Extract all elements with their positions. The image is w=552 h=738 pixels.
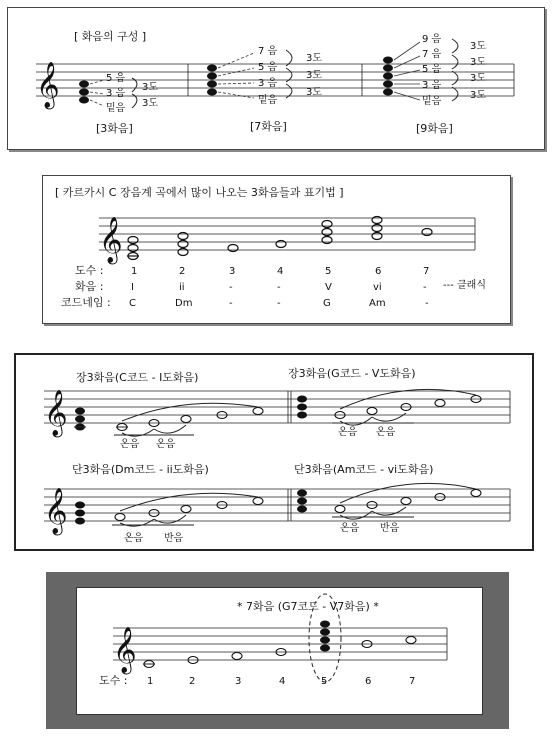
degree-row: [131, 266, 429, 277]
ninth-third-label: 3 음: [422, 80, 442, 91]
seventh-seventh-label: 7 음: [258, 46, 278, 57]
roman-cell: I: [131, 282, 134, 293]
degree-cell: 2: [189, 676, 196, 687]
degree-cell: 1: [147, 676, 154, 687]
whole-step-label: 온음: [120, 439, 140, 450]
whole-step-label: 온음: [376, 427, 396, 438]
name-cell: -: [229, 298, 233, 309]
classic-note: --- 클래식: [443, 280, 486, 291]
major-minor-triads-panel: [14, 353, 534, 551]
degree-cell: 4: [277, 266, 284, 277]
degree-row: [147, 676, 415, 687]
ninth-root-label: 밑음: [422, 96, 442, 107]
name-row: [129, 298, 429, 309]
ninth-seventh-label: 7 음: [422, 49, 442, 60]
degree-cell: 4: [279, 676, 286, 687]
ninth-interval-4: 3도: [470, 90, 487, 101]
seventh-chord-diagram: [77, 588, 482, 714]
half-step-label: 반음: [164, 533, 184, 544]
major-g-title: 장3화음(G코드 - V도화음): [288, 367, 416, 380]
ninth-interval-3: 3도: [470, 73, 487, 84]
seventh-third-label: 3 음: [258, 78, 278, 89]
name-cell: Dm: [175, 298, 193, 309]
ninth-fifth-label: 5 음: [422, 64, 442, 75]
seventh-interval-3: 3도: [306, 87, 323, 98]
panel-title: [ 화음의 구성 ]: [74, 30, 147, 43]
seventh-caption: [7화음]: [250, 120, 287, 133]
treble-clef-icon: 𝄞: [44, 488, 68, 534]
ninth-caption: [9화음]: [416, 122, 453, 135]
treble-clef-icon: 𝄞: [99, 217, 123, 263]
whole-step-label: 온음: [156, 439, 176, 450]
panel-title: * 7화음 (G7코드 - V7화음) *: [237, 600, 379, 613]
triad-root-label: 밑음: [106, 103, 126, 114]
treble-clef-icon: 𝄞: [44, 390, 68, 436]
degree-cell: 7: [423, 266, 430, 277]
triad-interval-lower: 3도: [142, 98, 159, 109]
degree-cell: 6: [375, 266, 382, 277]
treble-clef-icon: 𝄞: [113, 627, 137, 673]
c-major-triads-panel: [42, 175, 511, 324]
degree-cell: 3: [235, 676, 242, 687]
whole-step-label: 온음: [338, 427, 358, 438]
degree-row-label: 도수 :: [99, 674, 128, 687]
name-cell: G: [323, 298, 331, 309]
triad-fifth-label: 5 음: [106, 73, 126, 84]
degree-cell: 7: [409, 676, 416, 687]
triad-notes: [127, 217, 432, 260]
degree-cell: 2: [179, 266, 186, 277]
degree-row-label: 도수 :: [75, 264, 104, 277]
whole-step-label: 온음: [124, 533, 144, 544]
minor-am-title: 단3화음(Am코드 - vi도화음): [294, 463, 434, 476]
name-cell: -: [277, 298, 281, 309]
panel-title: [ 카르카시 C 장음계 곡에서 많이 나오는 3화음들과 표기법 ]: [55, 186, 344, 199]
seventh-fifth-label: 5 음: [258, 62, 278, 73]
degree-cell: 3: [229, 266, 236, 277]
roman-row: [131, 282, 427, 293]
triad-caption: [3화음]: [96, 122, 133, 135]
name-cell: -: [425, 298, 429, 309]
minor-dm-title: 단3화음(Dm코드 - ii도화음): [72, 463, 209, 476]
ninth-notes: [383, 57, 393, 96]
chord-construction-panel: [7, 7, 545, 150]
triad-interval-upper: 3도: [142, 82, 159, 93]
treble-clef-icon: 𝄞: [36, 62, 60, 108]
half-step-label: 반음: [380, 523, 400, 534]
name-cell: C: [129, 298, 136, 309]
seventh-interval-2: 3도: [306, 70, 323, 81]
roman-cell: V: [325, 282, 332, 293]
roman-cell: -: [423, 282, 427, 293]
seventh-chord-card: [76, 587, 483, 715]
major-c-title: 장3화음(C코드 - I도화음): [76, 371, 199, 384]
degree-cell: 6: [365, 676, 372, 687]
triad-notes: [79, 81, 89, 104]
roman-cell: -: [277, 282, 281, 293]
roman-cell: ii: [179, 282, 185, 293]
degree-cell: 5: [325, 266, 332, 277]
chord-construction-diagram: [8, 8, 546, 151]
ninth-interval-2: 3도: [470, 57, 487, 68]
degree-cell: 1: [131, 266, 138, 277]
roman-cell: vi: [373, 282, 382, 293]
degree-cell: 5: [321, 676, 328, 687]
c-major-triads-diagram: [43, 176, 512, 325]
name-row-label: 코드네임 :: [61, 296, 111, 309]
seventh-chord-panel: [46, 572, 509, 729]
name-cell: Am: [369, 298, 386, 309]
major-minor-triads-diagram: [16, 355, 532, 549]
whole-step-label: 온음: [340, 523, 360, 534]
triad-third-label: 3 음: [106, 88, 126, 99]
roman-cell: -: [229, 282, 233, 293]
ninth-interval-1: 3도: [470, 41, 487, 52]
chord-row-label: 화음 :: [75, 280, 104, 293]
seventh-root-label: 밑음: [258, 95, 278, 106]
seventh-interval-1: 3도: [306, 53, 323, 64]
ninth-ninth-label: 9 음: [422, 34, 442, 45]
